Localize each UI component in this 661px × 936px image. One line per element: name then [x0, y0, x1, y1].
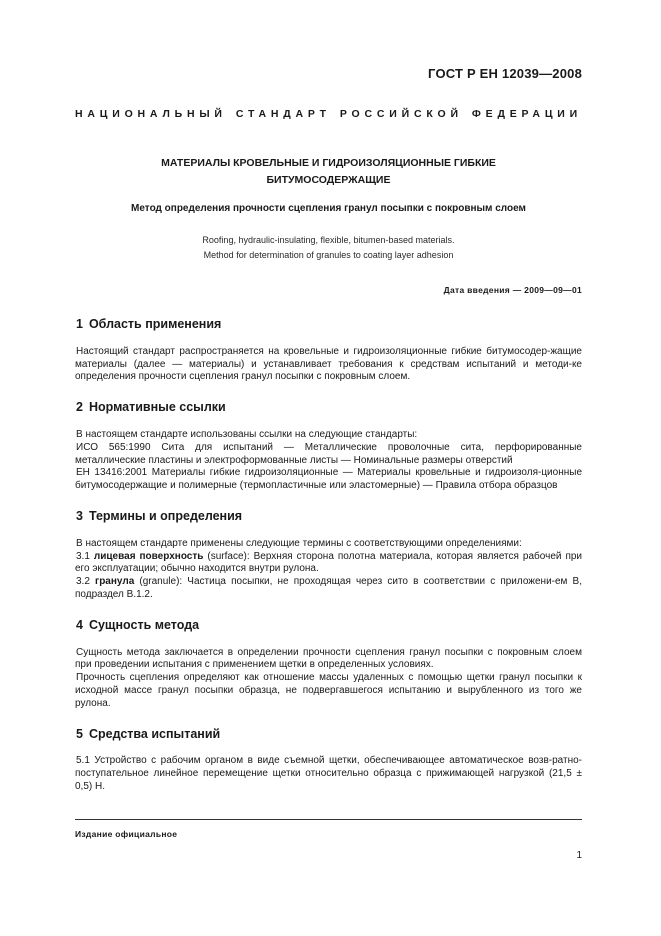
title-line-1: МАТЕРИАЛЫ КРОВЕЛЬНЫЕ И ГИДРОИЗОЛЯЦИОННЫЕ ГИБКИЕ — [161, 157, 496, 169]
reference-en-13416: ЕН 13416:2001 Материалы гибкие гидроизоляционные — Материалы кровельные и гидроизоля-ционные битумосодержащие и полимерные (термопластичные или эластомерные) — Правила отбора образцов — [75, 467, 582, 492]
banner-word: СТАНДАРТ — [235, 108, 331, 120]
section-3 — [75, 510, 582, 602]
paragraph: В настоящем стандарте использованы ссылки на следующие стандарты: — [76, 428, 418, 440]
english-title-line-1: Roofing, hydraulic-insulating, flexible, bitumen-based materials. — [202, 235, 455, 245]
paragraph: Настоящий стандарт распространяется на кровельные и гидроизоляционные гибкие битумосодер-жащие материалы (далее — материалы) и устанавливает требования к средствам испытаний и методи-ке определения прочности сцепления гранул посыпки с покровным слоем. — [75, 345, 582, 383]
section-heading: 2 Нормативные ссылки — [76, 400, 226, 415]
term-name: лицевая поверхность — [93, 550, 204, 562]
official-edition-label: Издание официальное — [75, 829, 178, 839]
banner-word: НАЦИОНАЛЬНЫЙ — [75, 108, 227, 120]
paragraph: 5.1 Устройство с рабочим органом в виде съемной щетки, обеспечивающее автоматическое возв-ратно-поступательное линейное перемещение щетки относительно образца с прижимающей нагрузкой (21,5 ± 0,5) Н. — [75, 755, 582, 792]
section-4 — [75, 619, 582, 711]
paragraph: В настоящем стандарте применены следующие термины с соответствующими определениями: — [76, 537, 522, 549]
section-heading: 5 Средства испытаний — [76, 726, 221, 741]
section-1 — [75, 318, 582, 384]
paragraph: Сущность метода заключается в определении прочности сцепления гранул посыпки с покровным слоем при проведении испытания с применением щетки в определенных условиях. — [75, 646, 582, 671]
section-heading: 3 Термины и определения — [76, 508, 243, 523]
english-title-line-2: Method for determination of granules to coating layer adhesion — [203, 249, 454, 260]
banner-word: РОССИЙСКОЙ — [339, 108, 463, 120]
section-heading: 1 Область применения — [76, 317, 222, 331]
paragraph: Прочность сцепления определяют как отношение массы удаленных с помощью щетки гранул посыпки к исходной массе гранул посыпки образца, не подвергавшегося испытанию и вырубленного из того же рулона. — [75, 672, 582, 709]
document-body — [75, 318, 582, 811]
national-standard-banner — [75, 108, 582, 120]
term-3-2: 3.2 гранула (granule): Частица посыпки, не проходящая через сито в соответствии с приложени-ем В, подраздел В.1.2. — [75, 576, 582, 600]
footer-divider — [75, 819, 582, 820]
section-5 — [75, 728, 582, 794]
section-heading: 4 Сущность метода — [76, 617, 200, 632]
document-title — [75, 155, 582, 189]
reference-iso-565: ИСО 565:1990 Сита для испытаний — Металлические проволочные сита, перфорированные металлические пластины и электроформованные листы — Номинальные размеры отверстий — [75, 441, 582, 466]
page-number: 1 — [576, 850, 582, 861]
title-line-2: БИТУМОСОДЕРЖАЩИЕ — [266, 174, 391, 186]
term-name: гранула — [95, 576, 135, 588]
introduction-date: Дата введения — 2009—09—01 — [443, 285, 582, 295]
banner-word: ФЕДЕРАЦИИ — [471, 108, 582, 120]
document-subtitle: Метод определения прочности сцепления гранул посыпки с покровным слоем — [131, 203, 526, 214]
section-2 — [75, 401, 582, 493]
english-title — [75, 233, 582, 262]
gost-code: ГОСТ Р ЕН 12039—2008 — [428, 66, 582, 81]
term-3-1: 3.1 лицевая поверхность (surface): Верхняя сторона полотна материала, которая является рабочей при его эксплуатации; обычно находится внутри рулона. — [75, 550, 583, 575]
